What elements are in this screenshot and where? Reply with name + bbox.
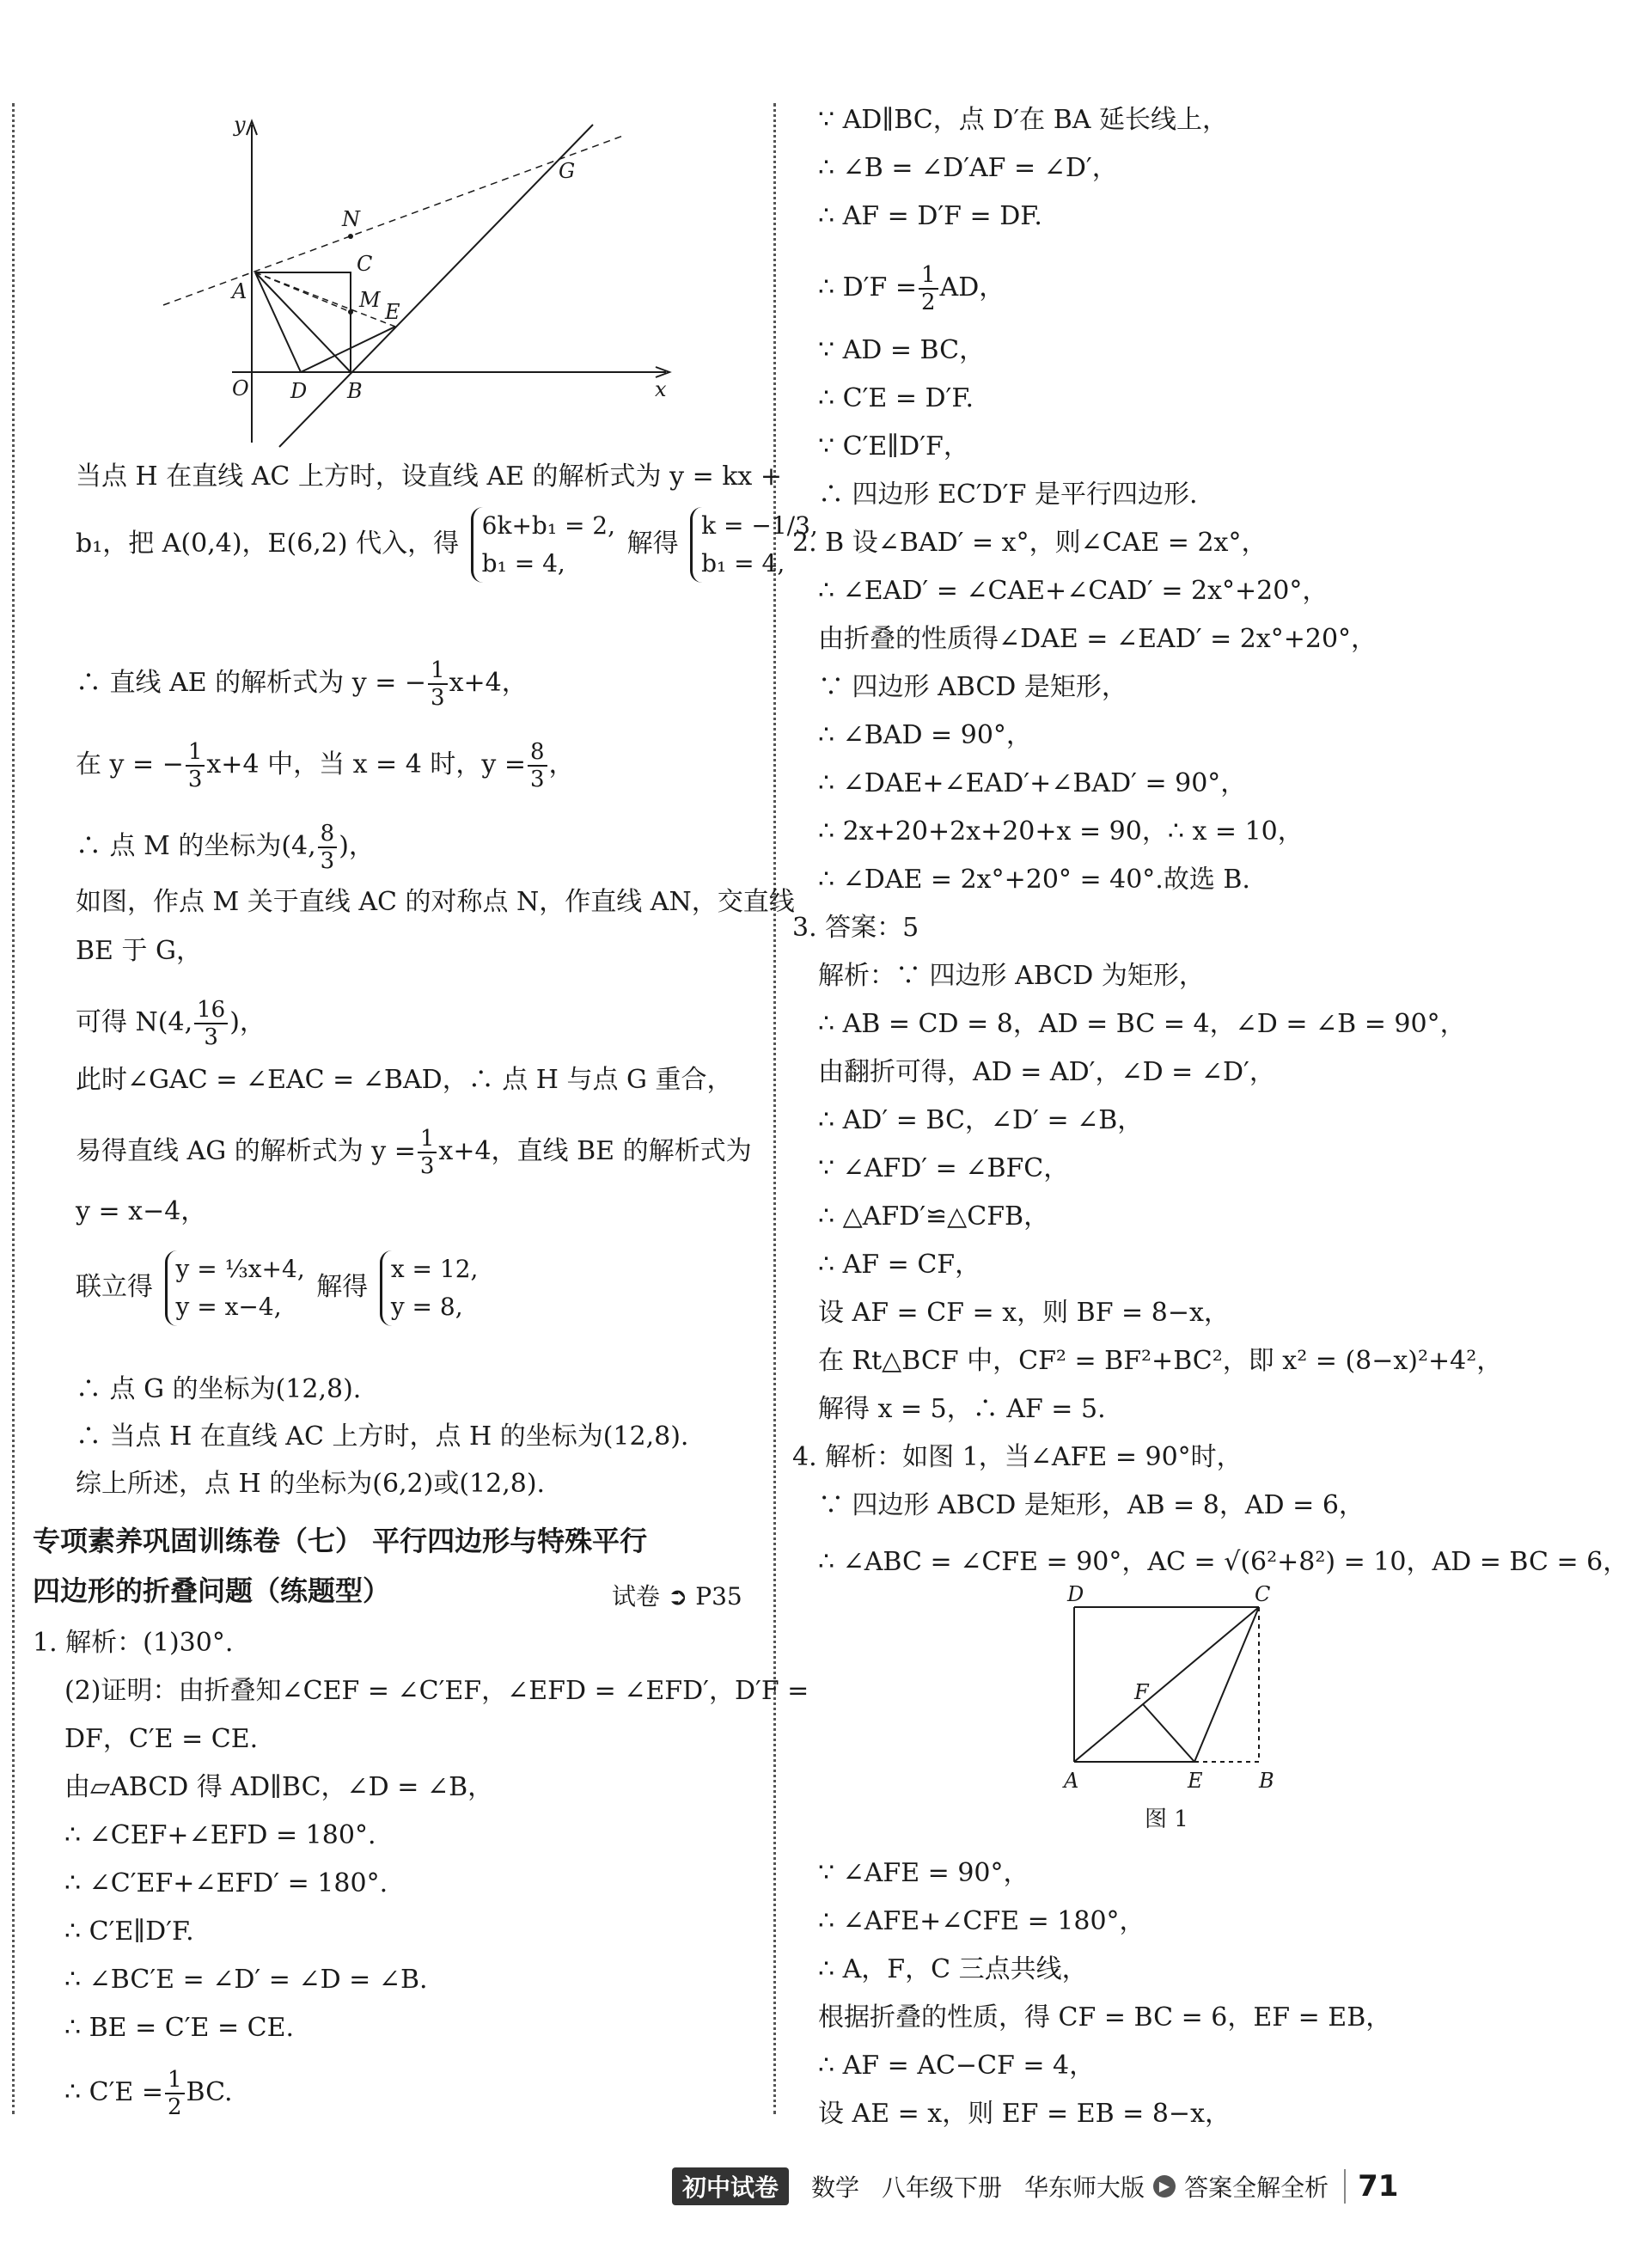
label-a: A bbox=[232, 279, 247, 303]
q4-line-g: ∴ AF = AC−CF = 4， bbox=[818, 2051, 1096, 2081]
left-line-15: 综上所述，点 H 的坐标为(6,2)或(12,8). bbox=[76, 1469, 546, 1499]
left-line-9: 此时∠GAC = ∠EAC = ∠BAD，∴ 点 H 与点 G 重合， bbox=[76, 1065, 733, 1095]
right-line-2: ∴ ∠B = ∠D′AF = ∠D′， bbox=[818, 153, 1118, 183]
left-line-11: y = x−4， bbox=[76, 1196, 207, 1226]
label-g: G bbox=[559, 159, 576, 183]
q1-line-g: ∴ ∠BC′E = ∠D′ = ∠D = ∠B. bbox=[64, 1965, 428, 1995]
q4-line-a: ∵ 四边形 ABCD 是矩形，AB = 8，AD = 6， bbox=[818, 1490, 1365, 1520]
q2-line-b: 由折叠的性质得∠DAE = ∠EAD′ = 2x°+20°， bbox=[818, 624, 1377, 654]
footer-grade: 八年级下册 bbox=[882, 2173, 1003, 2202]
q1-line-b: DF，C′E = CE. bbox=[64, 1724, 259, 1754]
section-heading-line-2: 四边形的折叠问题（练题型） bbox=[33, 1574, 391, 1607]
right-line-5: ∵ AD = BC， bbox=[818, 335, 986, 365]
right-line-7: ∵ C′E∥D′F， bbox=[818, 431, 969, 462]
q4-line-b: ∴ ∠ABC = ∠CFE = 90°，AC = √(6²+8²) = 10，AD = BC = 6， bbox=[818, 1547, 1629, 1577]
left-margin-line bbox=[12, 103, 15, 2114]
left-line-12: 联立得 y = ⅓x+4, y = x−4, 解得 x = 12, y = 8, bbox=[76, 1250, 481, 1326]
left-line-4: 在 y = − $\frac{1}{3}$ x+4 中，当 x = 4 时，y = $\frac{8}{3}$ ， bbox=[76, 739, 575, 792]
label-b: B bbox=[347, 379, 363, 403]
q2-title: 2. B 设∠BAD′ = x°，则∠CAE = 2x°， bbox=[792, 528, 1268, 558]
q3-line-a: 解析：∵ 四边形 ABCD 为矩形， bbox=[818, 961, 1205, 991]
q4-line-e: ∴ A，F，C 三点共线， bbox=[818, 1954, 1088, 1984]
fig-label-f: F bbox=[1134, 1680, 1149, 1704]
q3-line-e: ∵ ∠AFD′ = ∠BFC， bbox=[818, 1153, 1070, 1183]
right-line-6: ∴ C′E = D′F. bbox=[818, 383, 974, 413]
fig-label-b: B bbox=[1259, 1769, 1274, 1793]
q2-line-g: ∴ ∠DAE = 2x°+20° = 40°.故选 B. bbox=[818, 865, 1250, 895]
q2-line-a: ∴ ∠EAD′ = ∠CAE+∠CAD′ = 2x°+20°， bbox=[818, 576, 1329, 606]
label-d: D bbox=[290, 379, 308, 403]
point-n bbox=[348, 234, 353, 239]
q4-line-c: ∵ ∠AFE = 90°， bbox=[818, 1858, 1029, 1888]
q3-line-g: ∴ AF = CF， bbox=[818, 1250, 981, 1280]
figure-1-rectangle bbox=[1048, 1586, 1280, 1835]
label-c: C bbox=[357, 252, 373, 276]
q4-line-h: 设 AE = x，则 EF = EB = 8−x， bbox=[818, 2099, 1231, 2129]
system-4: x = 12, y = 8, bbox=[380, 1250, 479, 1326]
q3-line-b: ∴ AB = CD = 8，AD = BC = 4，∠D = ∠B = 90°， bbox=[818, 1009, 1466, 1039]
page-number: 71 bbox=[1344, 2169, 1398, 2204]
right-line-8: ∴ 四边形 EC′D′F 是平行四边形. bbox=[818, 480, 1198, 510]
point-m bbox=[348, 309, 353, 315]
q2-line-d: ∴ ∠BAD = 90°， bbox=[818, 720, 1032, 750]
left-line-5: ∴ 点 M 的坐标为(4, $\frac{8}{3}$ )， bbox=[76, 821, 375, 874]
q3-line-j: 解得 x = 5，∴ AF = 5. bbox=[818, 1394, 1106, 1424]
left-line-2: b₁，把 A(0,4)，E(6,2) 代入，得 6k+b₁ = 2, b₁ = 4, 解得 k = −1/3, b₁ = 4, bbox=[76, 507, 822, 583]
left-line-3: ∴ 直线 AE 的解析式为 y = − $\frac{1}{3}$ x+4， bbox=[76, 657, 528, 711]
line-be bbox=[279, 125, 593, 447]
footer-badge: 初中试卷 bbox=[672, 2167, 789, 2205]
q2-line-e: ∴ ∠DAE+∠EAD′+∠BAD′ = 90°， bbox=[818, 768, 1247, 798]
left-line-7: BE 于 G， bbox=[76, 936, 202, 966]
fig-label-d: D bbox=[1067, 1586, 1084, 1606]
system-3: y = ⅓x+4, y = x−4, bbox=[165, 1250, 305, 1326]
q1-line-e: ∴ ∠C′EF+∠EFD′ = 180°. bbox=[64, 1868, 388, 1898]
q4-line-d: ∴ ∠AFE+∠CFE = 180°， bbox=[818, 1906, 1145, 1936]
q1-line-d: ∴ ∠CEF+∠EFD = 180°. bbox=[64, 1820, 376, 1850]
q4-title: 4. 解析：如图 1，当∠AFE = 90°时， bbox=[792, 1442, 1243, 1472]
footer-subject: 数学 bbox=[811, 2173, 860, 2202]
q3-line-h: 设 AF = CF = x，则 BF = 8−x， bbox=[818, 1298, 1230, 1328]
q1-line-h: ∴ BE = C′E = CE. bbox=[64, 2013, 295, 2043]
label-y: y bbox=[234, 113, 246, 137]
q4-line-f: 根据折叠的性质，得 CF = BC = 6，EF = EB， bbox=[818, 2002, 1392, 2033]
q1-line-c: 由▱ABCD 得 AD∥BC，∠D = ∠B， bbox=[64, 1772, 494, 1802]
label-o: O bbox=[232, 376, 249, 400]
q1-line-f: ∴ C′E∥D′F. bbox=[64, 1916, 194, 1947]
q1-line-i: ∴ C′E = $\frac{1}{2}$ BC. bbox=[64, 2067, 233, 2120]
fig-label-e: E bbox=[1188, 1769, 1203, 1793]
section-heading-line-1: 专项素养巩固训练卷（七） 平行四边形与特殊平行 bbox=[33, 1525, 648, 1557]
coordinate-graph bbox=[146, 99, 679, 460]
label-e: E bbox=[385, 300, 400, 324]
q3-title: 3. 答案：5 bbox=[792, 913, 919, 943]
fig-label-c: C bbox=[1255, 1586, 1271, 1606]
left-line-10: 易得直线 AG 的解析式为 y = $\frac{1}{3}$ x+4，直线 BE 的解析式为 bbox=[76, 1126, 752, 1179]
column-divider bbox=[773, 103, 776, 2114]
left-line-6: 如图，作点 M 关于直线 AC 的对称点 N，作直线 AN，交直线 bbox=[76, 887, 795, 917]
right-line-1: ∵ AD∥BC，点 D′在 BA 延长线上， bbox=[818, 105, 1228, 135]
q2-line-c: ∵ 四边形 ABCD 是矩形， bbox=[818, 672, 1127, 702]
q2-line-f: ∴ 2x+20+2x+20+x = 90，∴ x = 10， bbox=[818, 816, 1304, 847]
left-line-8: 可得 N(4, $\frac{16}{3}$ )， bbox=[76, 997, 266, 1050]
left-line-14: ∴ 当点 H 在直线 AC 上方时，点 H 的坐标为(12,8). bbox=[76, 1421, 689, 1452]
q3-line-f: ∴ △AFD′≌△CFB， bbox=[818, 1201, 1050, 1232]
segment-am bbox=[255, 272, 351, 312]
footer-series: 答案全解全析 bbox=[1184, 2173, 1329, 2202]
right-line-3: ∴ AF = D′F = DF. bbox=[818, 201, 1042, 231]
q1-title: 1. 解析：(1)30°. bbox=[33, 1628, 234, 1658]
right-line-4: ∴ D′F = $\frac{1}{2}$ AD， bbox=[818, 262, 1005, 315]
left-line-13: ∴ 点 G 的坐标为(12,8). bbox=[76, 1374, 362, 1404]
fig-caption: 图 1 bbox=[1145, 1806, 1188, 1832]
q1-line-a: (2)证明：由折叠知∠CEF = ∠C′EF，∠EFD = ∠EFD′，D′F = bbox=[64, 1676, 809, 1706]
page-footer bbox=[672, 2166, 1398, 2207]
fig-label-a: A bbox=[1064, 1769, 1079, 1793]
segment-de bbox=[301, 327, 395, 372]
left-line-1: 当点 H 在直线 AC 上方时，设直线 AE 的解析式为 y = kx + bbox=[76, 462, 783, 492]
segment-ab bbox=[255, 272, 351, 372]
footer-edition: 华东师大版 bbox=[1024, 2173, 1145, 2202]
paper-reference: 试卷 ➲ P35 bbox=[612, 1582, 742, 1611]
q3-line-d: ∴ AD′ = BC，∠D′ = ∠B， bbox=[818, 1105, 1144, 1135]
system-2: k = −1/3, b₁ = 4, bbox=[690, 507, 818, 583]
system-1: 6k+b₁ = 2, b₁ = 4, bbox=[471, 507, 615, 583]
label-x: x bbox=[655, 377, 667, 401]
q3-line-i: 在 Rt△BCF 中，CF² = BF²+BC²，即 x² = (8−x)²+4²， bbox=[818, 1346, 1503, 1376]
q3-line-c: 由翻折可得，AD = AD′，∠D = ∠D′， bbox=[818, 1057, 1275, 1087]
label-m: M bbox=[359, 288, 381, 312]
play-arrow-icon: ▶ bbox=[1153, 2175, 1176, 2198]
label-n: N bbox=[342, 207, 360, 231]
